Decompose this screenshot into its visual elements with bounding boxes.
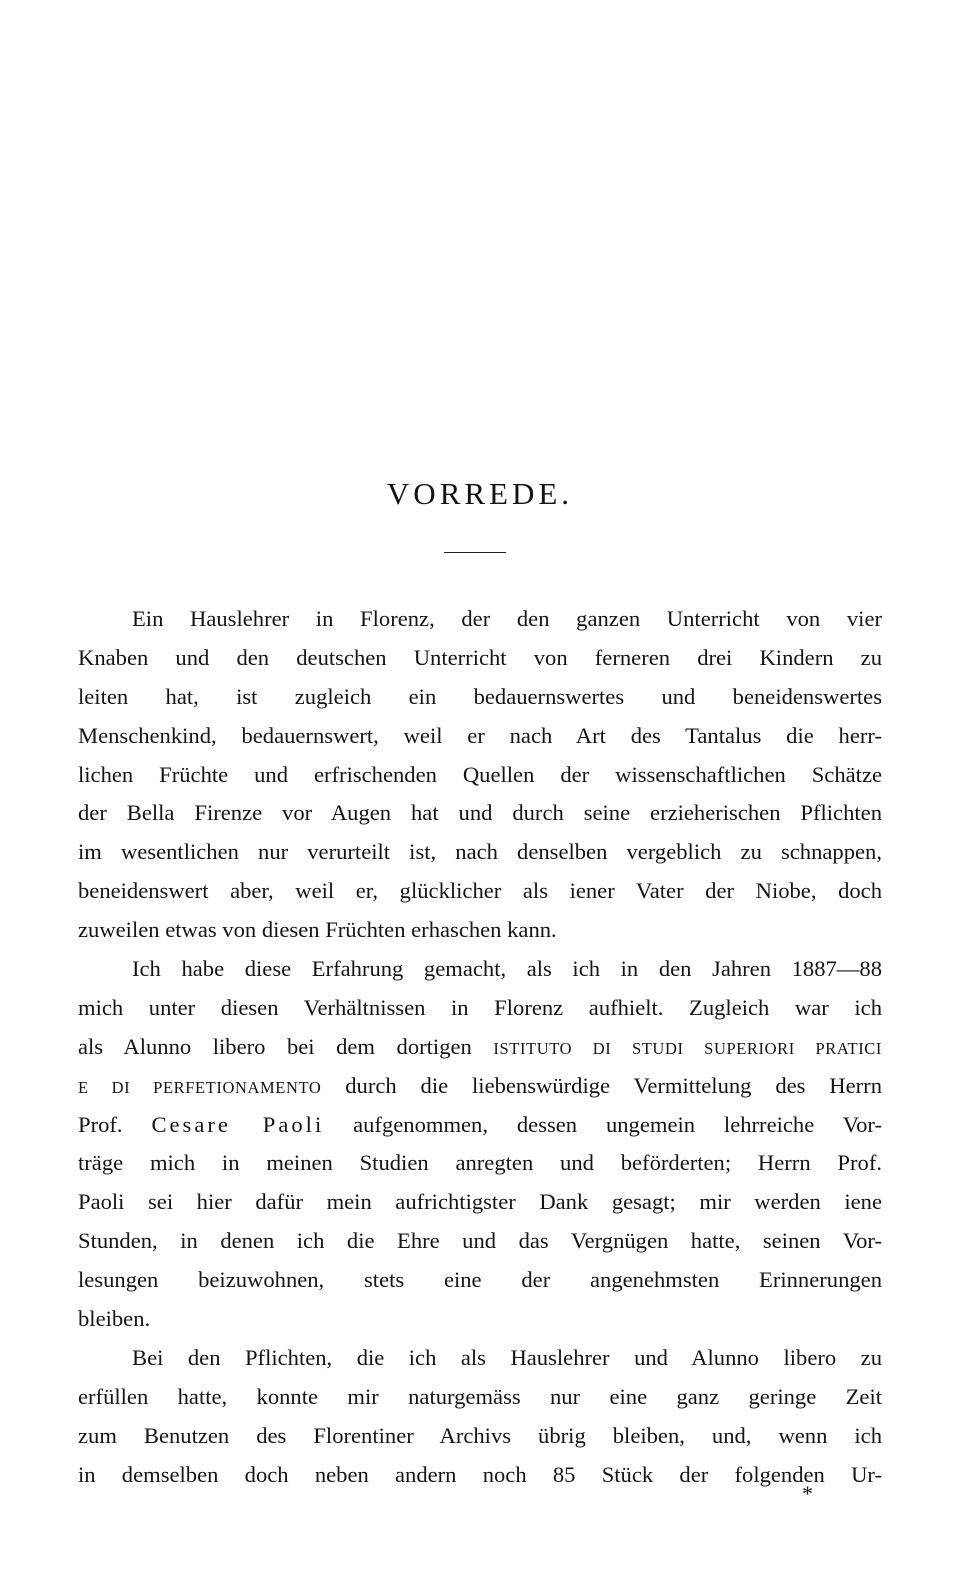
text-line: Menschenkind, bedauernswert, weil er nach Art des Tantalus die herr- xyxy=(78,722,882,748)
text-line: leiten hat, ist zugleich ein bedauernswertes und beneidenswertes xyxy=(78,683,882,709)
title-divider xyxy=(444,552,506,553)
text-line: Ich habe diese Erfahrung gemacht, als ich in den Jahren 1887—88 xyxy=(132,956,882,982)
text-line: zum Benutzen des Florentiner Archivs übrig bleiben, und, wenn ich xyxy=(78,1422,882,1448)
institute-name: ISTITUTO DI STUDI SUPERIORI PRATICI xyxy=(493,1038,882,1058)
body-text xyxy=(78,600,882,1494)
text-line xyxy=(78,1106,882,1145)
text-line: Paoli sei hier dafür mein aufrichtigster Dank gesagt; mir werden iene xyxy=(78,1189,882,1215)
page-title: VORREDE. xyxy=(386,476,574,511)
text-line: mich unter diesen Verhältnissen in Florenz aufhielt. Zugleich war ich xyxy=(78,994,882,1020)
text-segment: als Alunno libero bei dem dortigen xyxy=(78,1033,472,1059)
signature-mark: * xyxy=(802,1481,813,1506)
text-line: Knaben und den deutschen Unterricht von ferneren drei Kindern zu xyxy=(78,644,882,670)
document-page xyxy=(78,0,882,1576)
text-line: lichen Früchte und erfrischenden Quellen der wissenschaftlichen Schätze xyxy=(78,761,882,787)
text-segment: Prof. xyxy=(78,1111,123,1137)
text-segment: aufgenommen, dessen ungemein lehrreiche Vor- xyxy=(353,1111,882,1137)
text-line xyxy=(78,1028,882,1067)
text-line: träge mich in meinen Studien anregten und beförderten; Herrn Prof. xyxy=(78,1150,882,1176)
text-line: erfüllen hatte, konnte mir naturgemäss nur eine ganz geringe Zeit xyxy=(78,1383,882,1409)
text-line xyxy=(78,1067,882,1106)
text-line: Bei den Pflichten, die ich als Hauslehrer und Alunno libero zu xyxy=(132,1344,882,1370)
person-name: Cesare Paoli xyxy=(151,1111,325,1137)
text-segment: durch die liebenswürdige Vermittelung des Herrn xyxy=(345,1072,882,1098)
text-line: zuweilen etwas von diesen Früchten erhaschen kann. xyxy=(78,917,557,943)
text-line: bleiben. xyxy=(78,1306,151,1332)
text-line: lesungen beizuwohnen, stets eine der angenehmsten Erinnerungen xyxy=(78,1267,882,1293)
text-line: im wesentlichen nur verurteilt ist, nach denselben vergeblich zu schnappen, xyxy=(78,839,882,865)
text-line: Stunden, in denen ich die Ehre und das Vergnügen hatte, seinen Vor- xyxy=(78,1228,882,1254)
text-line: der Bella Firenze vor Augen hat und durch seine erzieherischen Pflichten xyxy=(78,800,882,826)
text-line: in demselben doch neben andern noch 85 Stück der folgenden Ur- xyxy=(78,1461,882,1487)
text-line: beneidenswert aber, weil er, glücklicher als iener Vater der Niobe, doch xyxy=(78,878,882,904)
institute-name-cont: E DI PERFETIONAMENTO xyxy=(78,1077,322,1097)
text-line: Ein Hauslehrer in Florenz, der den ganzen Unterricht von vier xyxy=(132,606,882,631)
